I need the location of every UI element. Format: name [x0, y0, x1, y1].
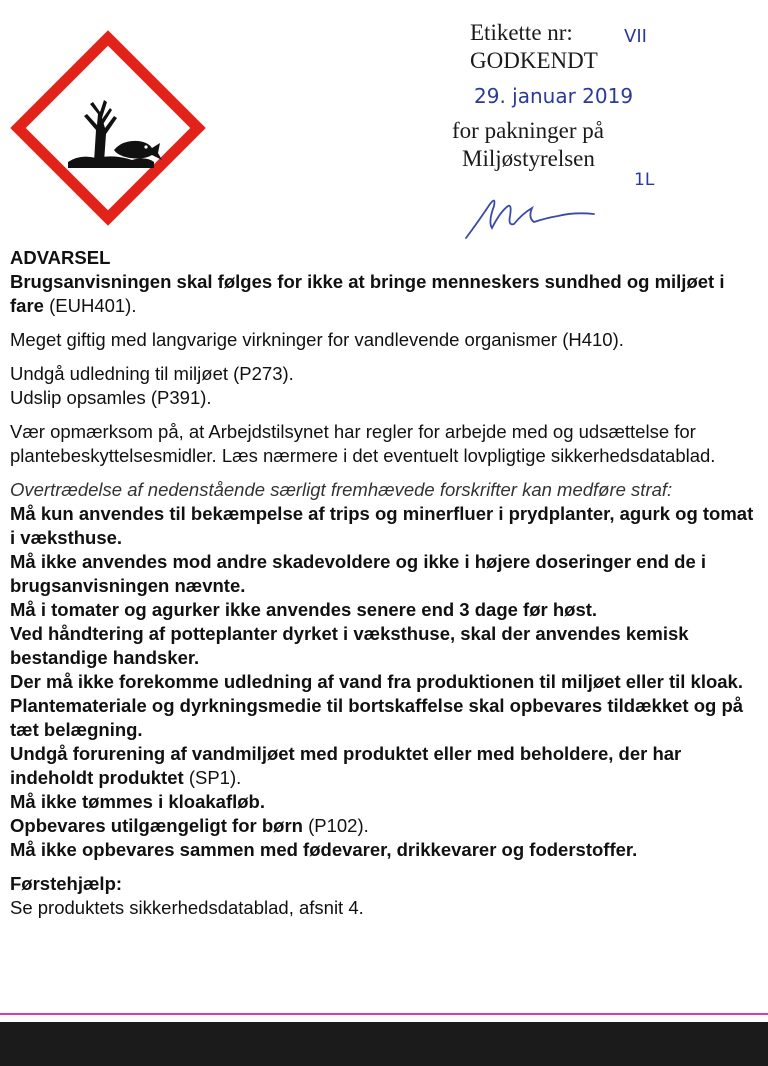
approval-stamp	[440, 14, 740, 244]
first-aid-title: Førstehjælp:	[10, 873, 123, 894]
stamp-label: Etikette nr:	[470, 20, 573, 45]
environment-hazard-icon	[10, 30, 206, 226]
footer-bar	[0, 1022, 768, 1066]
rule-7: Må ikke tømmes i kloakafløb.	[10, 791, 265, 812]
signature-mark	[462, 182, 612, 244]
divider-line	[0, 1013, 768, 1015]
euh401-statement: Brugsanvisningen skal følges for ikke at bringe menneskers sundhed og miljøet i fare (EUH401).	[10, 271, 725, 316]
p391-statement: Udslip opsamles (P391).	[10, 387, 212, 408]
ghs-pictogram	[10, 30, 206, 226]
signal-word: ADVARSEL	[10, 247, 111, 268]
p273-statement: Undgå udledning til miljøet (P273).	[10, 363, 294, 384]
stamp-line-1: for pakninger på	[452, 118, 604, 143]
stamp-line-2: Miljøstyrelsen	[462, 146, 595, 171]
rule-8: Opbevares utilgængeligt for børn (P102).	[10, 815, 369, 836]
stamp-label-number: VII	[624, 26, 647, 47]
stamp-date: 29. januar 2019	[474, 84, 634, 108]
rule-5: Der må ikke forekomme udledning af vand fra produktionen til miljøet eller til kloak. Plantemateriale og dyrkningsmedie til bortskaffelse skal opbevares tildækket og på tæt belægning.	[10, 671, 744, 740]
stamp-pack-size: 1L	[634, 170, 655, 190]
first-aid-text: Se produktets sikkerhedsdatablad, afsnit 4.	[10, 897, 364, 918]
arbejdstilsyn-note: Vær opmærksom på, at Arbejdstilsynet har regler for arbejde med og udsættelse for plantebeskyttelsesmidler. Læs nærmere i det eventuelt lovpligtige sikkerhedsdatablad.	[10, 421, 716, 466]
stamp-approved: GODKENDT	[470, 48, 598, 73]
rule-6: Undgå forurening af vandmiljøet med produktet eller med beholdere, der har indeholdt produktet (SP1).	[10, 743, 682, 788]
rule-1: Må kun anvendes til bekæmpelse af trips og minerfluer i prydplanter, agurk og tomat i væksthuse.	[10, 503, 754, 548]
label-text	[10, 246, 762, 920]
penalty-note: Overtrædelse af nedenstående særligt fremhævede forskrifter kan medføre straf:	[10, 479, 673, 500]
rule-3: Må i tomater og agurker ikke anvendes senere end 3 dage før høst.	[10, 599, 598, 620]
rule-9: Må ikke opbevares sammen med fødevarer, drikkevarer og foderstoffer.	[10, 839, 638, 860]
rule-4: Ved håndtering af potteplanter dyrket i væksthuse, skal der anvendes kemisk bestandige handsker.	[10, 623, 689, 668]
rule-2: Må ikke anvendes mod andre skadevoldere og ikke i højere doseringer end de i brugsanvisningen nævnte.	[10, 551, 707, 596]
h410-statement: Meget giftig med langvarige virkninger for vandlevende organismer (H410).	[10, 329, 624, 350]
